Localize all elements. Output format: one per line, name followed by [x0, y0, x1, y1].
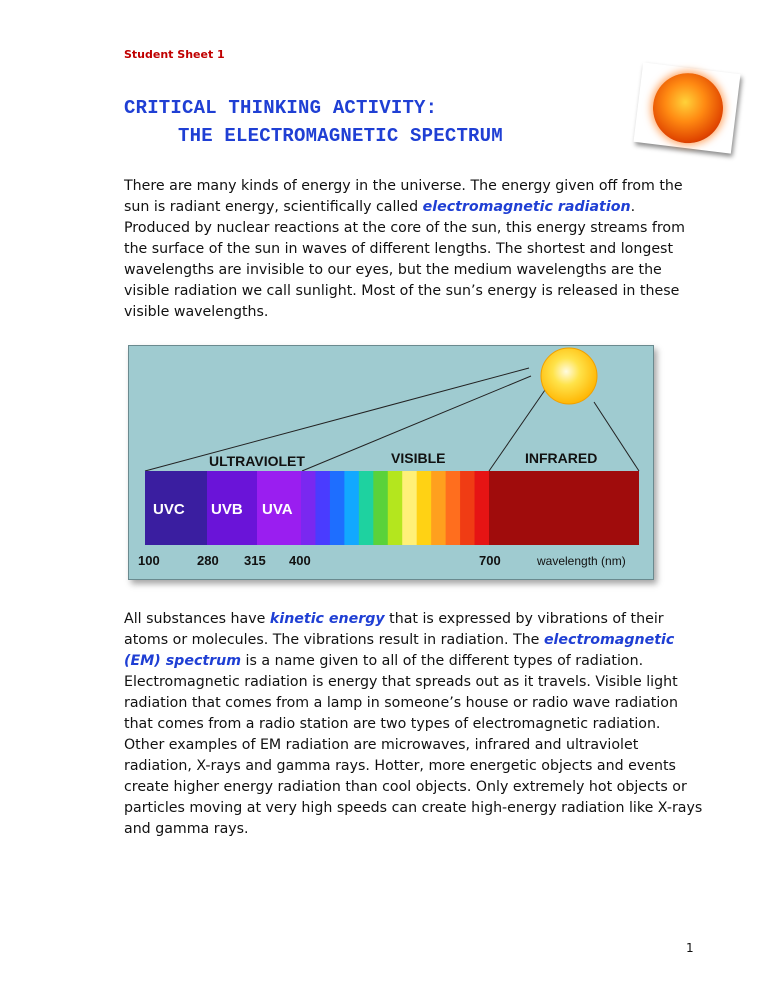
visible-color-strip	[315, 471, 330, 545]
visible-color-strip	[460, 471, 475, 545]
visible-color-strip	[475, 471, 490, 545]
label-infrared: INFRARED	[525, 450, 598, 466]
sun-icon	[541, 348, 597, 404]
tick-280: 280	[197, 553, 219, 568]
spectrum-diagram	[128, 345, 654, 580]
visible-color-strip	[301, 471, 316, 545]
body-paragraph	[124, 609, 704, 840]
keyword-kinetic-energy: kinetic energy	[269, 611, 385, 627]
band-infrared	[489, 471, 639, 545]
visible-color-strip	[359, 471, 374, 545]
visible-band	[301, 471, 490, 545]
sun-disk	[649, 69, 727, 147]
tick-400: 400	[289, 553, 311, 568]
label-ultraviolet: ULTRAVIOLET	[209, 453, 305, 469]
visible-color-strip	[388, 471, 403, 545]
body-text-3: is a name given to all of the different types of radiation. Electromagnetic radiation is energy that spreads out as it travels. Visible light radiation that comes from a lamp in someone’s house or radio wave radiation that comes from a radio station are two types of electromagnetic radiation. Other examples of EM radiation are microwaves, infrared and ultraviolet radiation, X-rays and gamma rays. Hotter, more energetic objects and events create higher energy radiation than cool objects. Only extremely hot objects or particles moving at very high speeds can create high-energy radiation like X-rays and gamma rays.	[124, 653, 703, 837]
visible-color-strip	[373, 471, 388, 545]
keyword-em-spectrum: electromagnetic (EM) spectrum	[124, 632, 675, 669]
band-label-uvc: UVC	[153, 501, 185, 518]
visible-color-strip	[344, 471, 359, 545]
ray-line	[145, 368, 529, 471]
page-title	[124, 94, 503, 150]
spectrum-svg	[129, 346, 653, 579]
band-label-uvb: UVB	[211, 501, 243, 518]
ray-line	[594, 402, 639, 471]
page-number: 1	[686, 941, 694, 955]
sun-photo	[633, 62, 740, 153]
visible-color-strip	[330, 471, 345, 545]
keyword-electromagnetic-radiation: electromagnetic radiation	[422, 199, 631, 215]
sheet-label: Student Sheet 1	[124, 48, 225, 61]
axis-label-wavelength: wavelength (nm)	[537, 554, 626, 568]
visible-color-strip	[402, 471, 417, 545]
intro-paragraph	[124, 176, 704, 323]
body-text-1: All substances have	[124, 611, 270, 627]
visible-color-strip	[417, 471, 432, 545]
intro-text-2: . Produced by nuclear reactions at the core of the sun, this energy streams from the surface of the sun in waves of different lengths. The shortest and longest wavelengths are invisible to our eyes, but the medium wavelengths are the visible radiation we call sunlight. Most of the sun’s energy is released in these visible wavelengths.	[124, 199, 685, 320]
label-visible: VISIBLE	[391, 450, 446, 466]
body-text-2: that is expressed by vibrations of their atoms or molecules. The vibrations result in radiation. The	[124, 611, 664, 648]
intro-text-1: There are many kinds of energy in the universe. The energy given off from the sun is radiant energy, scientifically called	[124, 178, 683, 215]
tick-100: 100	[138, 553, 160, 568]
title-line-2: THE ELECTROMAGNETIC SPECTRUM	[178, 125, 503, 147]
tick-315: 315	[244, 553, 266, 568]
band-label-uva: UVA	[262, 501, 293, 518]
visible-color-strip	[431, 471, 446, 545]
tick-700: 700	[479, 553, 501, 568]
visible-color-strip	[446, 471, 461, 545]
title-line-1: CRITICAL THINKING ACTIVITY:	[124, 97, 438, 119]
